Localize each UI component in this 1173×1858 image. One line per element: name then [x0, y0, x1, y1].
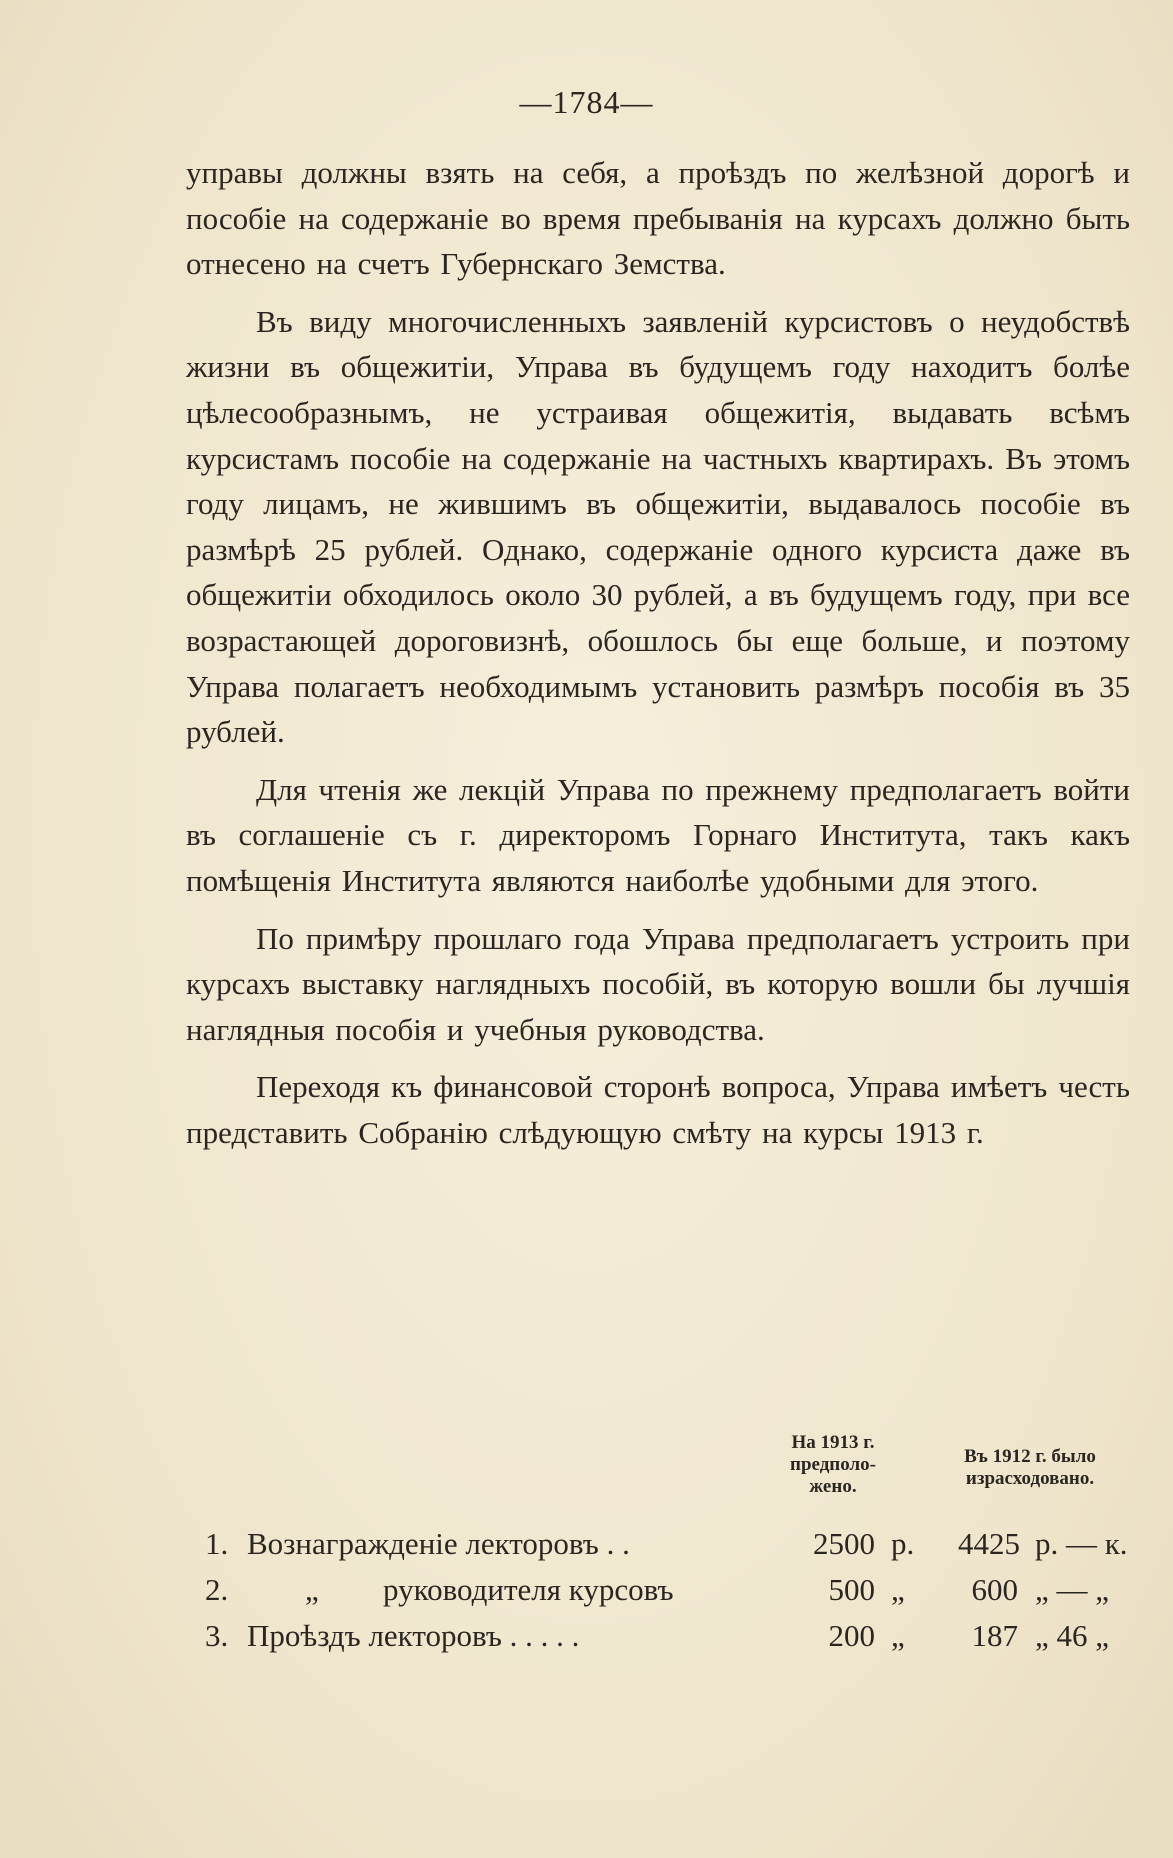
row-value-1912: 4425 [958, 1526, 1020, 1561]
header-1913-planned: На 1913 г. предполо- жено. [790, 1432, 876, 1497]
row-value-1913: 2500 [813, 1526, 875, 1561]
row-number: 2. [205, 1572, 229, 1607]
paragraph-4: По примѣру прошлаго года Управа предполагаетъ устроить при курсахъ выставку наглядныхъ пособій, въ которую вошли бы лучшія наглядныя пособія и учебныя руководства. [186, 920, 1130, 1047]
paragraph-5: Переходя къ финансовой сторонѣ вопроса, Управа имѣетъ честь представить Собранію слѣдующую смѣту на курсы 1913 г. [186, 1069, 1130, 1150]
row-value-1913: 200 [828, 1618, 875, 1653]
paragraph-3: Для чтенія же лекцій Управа по прежнему предполагаетъ войти въ соглашеніе съ г. директоромъ Горнаго Института, такъ какъ помѣщенія Института являются наиболѣе удобными для этого. [186, 771, 1130, 898]
paragraph-2: Въ виду многочисленныхъ заявленій курсистовъ о неудобствѣ жизни въ общежитіи, Управа въ будущемъ году находитъ болѣе цѣлесообразнымъ, не устраивая общежитія, выдавать всѣмъ курсистамъ пособіе на содержаніе на частныхъ квартирахъ. Въ этомъ году лицамъ, не жившимъ въ общежитіи, выдавалось пособіе въ размѣрѣ 25 рублей. Однако, содержаніе одного курсиста даже въ общежитіи обходилось около 30 рублей, а въ будущемъ году, при все возрастающей дороговизнѣ, обошлось бы еще больше, и поэтому Управа полагаетъ необходимымъ установить размѣръ пособія въ 35 рублей. [186, 303, 1130, 750]
row-unit-1912: „ — „ [1035, 1572, 1110, 1607]
row-value-1912: 187 [971, 1618, 1018, 1653]
row-value-1913: 500 [828, 1572, 875, 1607]
row-unit-1913: „ [891, 1572, 905, 1607]
row-number: 3. [205, 1618, 229, 1653]
row-number: 1. [205, 1526, 229, 1561]
body-text [186, 150, 1130, 1167]
row-unit-1912: „ 46 „ [1035, 1618, 1110, 1653]
row-value-1912: 600 [971, 1572, 1018, 1607]
row-label: Вознагражденіе лекторовъ . . [247, 1526, 630, 1561]
header-1912-spent: Въ 1912 г. было израсходовано. [964, 1446, 1096, 1489]
row-label: Проѣздъ лекторовъ . . . . . [247, 1618, 580, 1653]
budget-table [205, 1521, 1135, 1659]
row-unit-1913: „ [891, 1618, 905, 1653]
budget-table-header [0, 1432, 1173, 1512]
paragraph-1: управы должны взять на себя, а проѣздъ по желѣзной дорогѣ и пособіе на содержаніе во время пребыванія на курсахъ должно быть отнесено на счетъ Губернскаго Земства. [186, 155, 1130, 282]
table-row [205, 1567, 1135, 1613]
table-row [205, 1521, 1135, 1567]
page-number: —1784— [519, 84, 654, 120]
table-row [205, 1613, 1135, 1659]
row-ditto-mark: „ [305, 1572, 319, 1607]
row-label: руководителя курсовъ [383, 1572, 674, 1607]
row-unit-1913: р. [891, 1526, 915, 1561]
row-unit-1912: р. — к. [1035, 1526, 1128, 1561]
